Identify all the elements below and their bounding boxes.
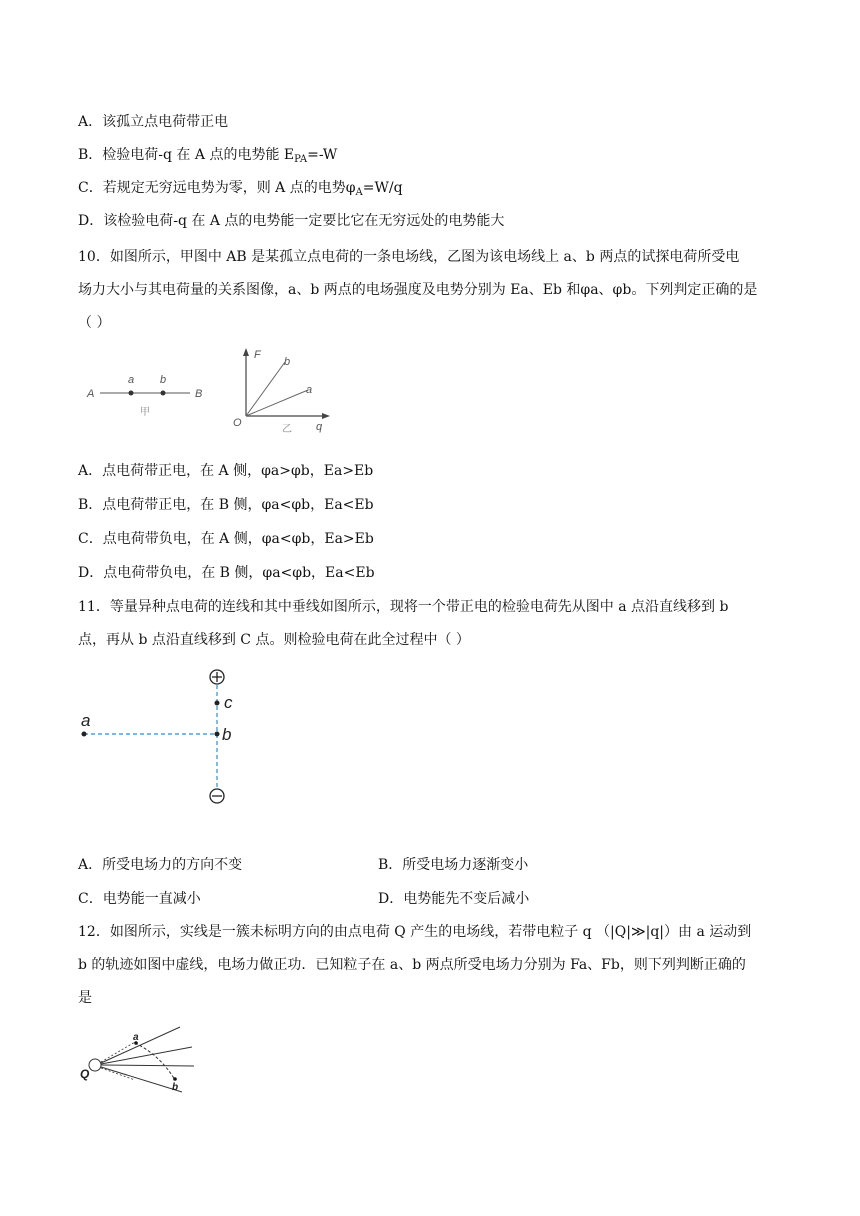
axis-f-arrow — [243, 348, 249, 356]
q10-figure-jia — [86, 374, 202, 418]
point-b — [173, 1077, 177, 1081]
label-O: O — [233, 417, 242, 429]
label-F: F — [254, 349, 261, 361]
q12-figure — [80, 1027, 194, 1093]
q10-stem-line1: 10．如图所示，甲图中 AB 是某孤立点电荷的一条电场线，乙图为该电场线上 a、b 两点的试探电荷所受电 — [78, 249, 740, 265]
field-line-2 — [101, 1047, 192, 1064]
label-A: A — [87, 388, 95, 400]
field-line-4 — [101, 1067, 182, 1092]
field-line-3 — [101, 1065, 194, 1066]
q10-stem-line3: （ ） — [78, 315, 111, 331]
q11-option-b: B．所受电场力逐渐变小 — [378, 857, 529, 873]
q9-option-d: D．该检验电荷-q 在 A 点的电势能一定要比它在无穷远处的电势能大 — [78, 213, 505, 229]
label-Q: Q — [80, 1067, 90, 1081]
q12-stem-line1: 12．如图所示，实线是一簇未标明方向的由点电荷 Q 产生的电场线，若带电粒子 q （|Q|≫|q|）由 a 运动到 — [78, 924, 752, 940]
q9-option-b-tail: =-W — [307, 147, 338, 163]
label-a: a — [128, 374, 135, 386]
label-a: a — [81, 711, 91, 730]
field-line-inner-2 — [101, 1068, 135, 1080]
q10-option-a: A．点电荷带正电，在 A 侧，φa>φb，Ea>Eb — [78, 463, 374, 479]
q9-option-c-tail: =W/q — [362, 180, 403, 196]
q10-option-b: B．点电荷带正电，在 B 侧，φa<φb，Ea<Eb — [78, 497, 374, 513]
q10-option-c: C．点电荷带负电，在 A 侧，φa<φb，Ea>Eb — [78, 531, 374, 547]
label-a: a — [133, 1032, 139, 1043]
point-c — [215, 701, 220, 706]
label-B: B — [195, 388, 203, 400]
q11-option-c: C．电势能一直减小 — [78, 891, 201, 907]
q9-option-b-text: B．检验电荷-q 在 A 点的电势能 E — [78, 147, 295, 163]
trajectory-dashed — [135, 1043, 175, 1080]
q12-stem-line2: b 的轨迹如图中虚线，电场力做正功．已知粒子在 a、b 两点所受电场力分别为 Fa、Fb，则下列判断正确的 — [78, 957, 746, 973]
label-b: b — [222, 725, 232, 744]
caption-yi: 乙 — [282, 424, 292, 435]
point-b — [161, 391, 166, 396]
q10-option-d: D．点电荷带负电，在 B 侧，φa<φb，Ea<Eb — [78, 565, 375, 581]
q10-figure-yi — [233, 348, 330, 435]
q11-stem-line2: 点，再从 b 点沿直线移到 C 点。则检验电荷在此全过程中（ ） — [78, 632, 470, 648]
q12-stem-line3: 是 — [78, 990, 92, 1006]
q9-option-a: A．该孤立点电荷带正电 — [78, 114, 229, 130]
q10-stem-line2: 场力大小与其电荷量的关系图像，a、b 两点的电场强度及电势分别为 Ea、Eb 和φa、φb。下列判定正确的是 — [78, 282, 758, 298]
point-charge-Q — [89, 1059, 101, 1071]
label-line-a: a — [306, 384, 313, 396]
label-line-b: b — [284, 356, 291, 368]
axis-q-arrow — [322, 413, 330, 419]
point-a — [129, 391, 134, 396]
q9-option-b-sub: PA — [294, 154, 308, 165]
label-c: c — [224, 693, 233, 712]
q11-option-a: A．所受电场力的方向不变 — [78, 857, 243, 873]
label-q: q — [316, 421, 323, 433]
label-b: b — [172, 1082, 179, 1093]
field-line-1 — [101, 1027, 180, 1063]
q11-figure — [81, 670, 233, 803]
q9-option-c-sub: A — [355, 187, 363, 198]
point-b — [215, 732, 220, 737]
q11-stem-line1: 11．等量异种点电荷的连线和其中垂线如图所示，现将一个带正电的检验电荷先从图中 a 点沿直线移到 b — [78, 599, 729, 615]
q11-option-d: D．电势能先不变后减小 — [378, 891, 530, 907]
label-b: b — [160, 374, 167, 386]
caption-jia: 甲 — [140, 407, 150, 418]
point-a — [82, 732, 87, 737]
q9-option-c-text: C．若规定无穷远电势为零，则 A 点的电势φ — [78, 180, 356, 196]
